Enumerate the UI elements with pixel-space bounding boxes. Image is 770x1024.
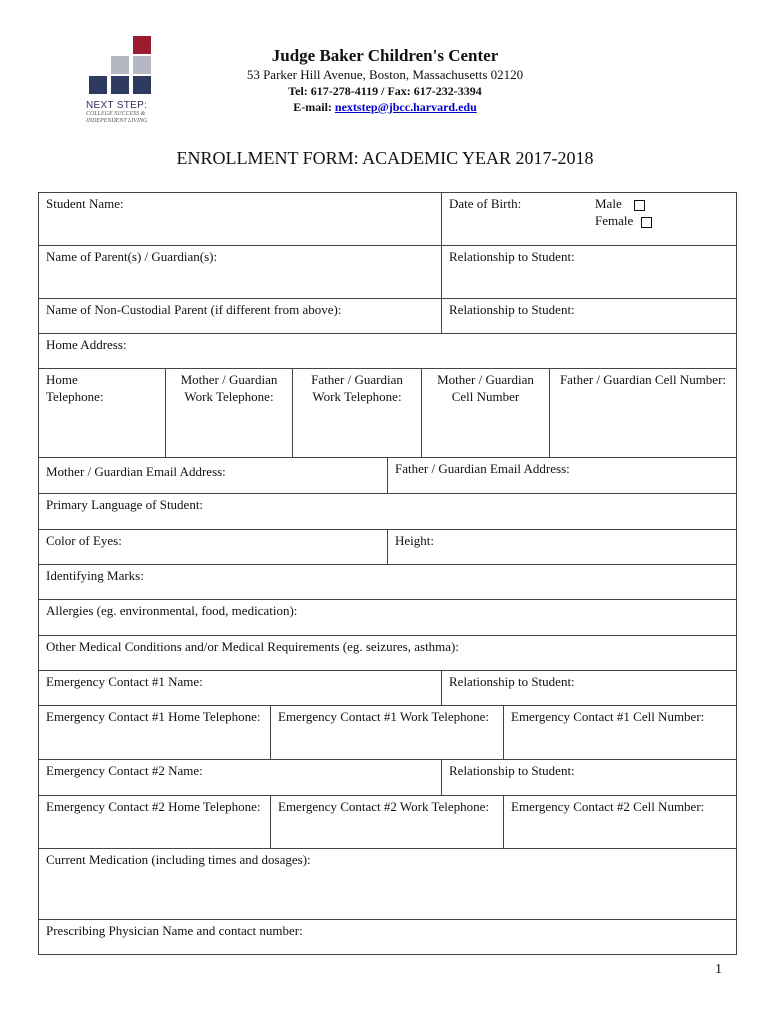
org-name: Judge Baker Children's Center [271, 46, 499, 65]
ec2-cell-label: Emergency Contact #2 Cell Number: [511, 799, 705, 814]
ec1-relationship-field[interactable] [442, 671, 736, 706]
org-phone-fax: Tel: 617-278-4119 / Fax: 617-232-3394 [288, 84, 482, 98]
parent-names-field[interactable] [39, 246, 442, 299]
ec1-work-label: Emergency Contact #1 Work Telephone: [278, 709, 490, 724]
female-label: Female [595, 213, 634, 228]
allergies-field[interactable] [39, 600, 736, 636]
mother-cell-label: Mother / Guardian Cell Number [437, 372, 534, 404]
email-label: E-mail: [293, 100, 335, 114]
ec2-home-label: Emergency Contact #2 Home Telephone: [46, 799, 261, 814]
noncustodial-parent-field[interactable] [39, 299, 442, 334]
mother-work-label: Mother / Guardian Work Telephone: [180, 372, 278, 404]
primary-language-label: Primary Language of Student: [46, 497, 204, 512]
physician-label: Prescribing Physician Name and contact number: [46, 923, 303, 938]
form-title: ENROLLMENT FORM: ACADEMIC YEAR 2017-2018 [176, 148, 594, 168]
mother-email-field[interactable] [39, 458, 388, 494]
relationship-label: Relationship to Student: [449, 674, 575, 689]
medical-conditions-field[interactable] [39, 636, 736, 671]
eye-color-label: Color of Eyes: [46, 533, 122, 548]
logo-square [111, 76, 129, 94]
home-address-field[interactable] [39, 334, 736, 369]
ec1-name-label: Emergency Contact #1 Name: [46, 674, 203, 689]
father-work-label: Father / Guardian Work Telephone: [311, 372, 403, 404]
logo-title: NEXT STEP: [86, 100, 148, 111]
father-email-field[interactable] [388, 458, 736, 494]
ec2-name-label: Emergency Contact #2 Name: [46, 763, 203, 778]
ec2-name-field[interactable] [39, 760, 442, 796]
ec2-home-phone-field[interactable] [39, 796, 271, 849]
ec2-cell-field[interactable] [504, 796, 736, 849]
ec2-work-label: Emergency Contact #2 Work Telephone: [278, 799, 490, 814]
parent-relationship-field[interactable] [442, 246, 736, 299]
relationship-label: Relationship to Student: [449, 249, 575, 264]
height-field[interactable] [388, 530, 736, 565]
enrollment-form [38, 192, 737, 955]
student-name-field[interactable] [39, 193, 442, 246]
mother-email-label: Mother / Guardian Email Address: [46, 464, 226, 479]
ec2-work-phone-field[interactable] [271, 796, 504, 849]
email-link[interactable]: nextstep@jbcc.harvard.edu [334, 100, 477, 114]
home-telephone-field[interactable] [39, 369, 166, 458]
ec1-cell-field[interactable] [504, 706, 736, 760]
parent-names-label: Name of Parent(s) / Guardian(s): [46, 249, 218, 264]
father-work-phone-field[interactable] [293, 369, 422, 458]
mother-cell-field[interactable] [422, 369, 550, 458]
letterhead [180, 46, 590, 115]
identifying-marks-field[interactable] [39, 565, 736, 600]
father-cell-field[interactable] [550, 369, 736, 458]
eye-color-field[interactable] [39, 530, 388, 565]
height-label: Height: [395, 533, 434, 548]
ec2-relationship-field[interactable] [442, 760, 736, 796]
noncustodial-label: Name of Non-Custodial Parent (if different from above): [46, 302, 342, 317]
relationship-label: Relationship to Student: [449, 302, 575, 317]
ec1-home-label: Emergency Contact #1 Home Telephone: [46, 709, 261, 724]
logo-square [133, 36, 151, 54]
logo-square [111, 56, 129, 74]
physician-field[interactable] [39, 920, 736, 954]
male-label: Male [595, 196, 622, 211]
male-checkbox[interactable] [634, 200, 645, 211]
home-address-label: Home Address: [46, 337, 127, 352]
gender-field [588, 193, 736, 246]
allergies-label: Allergies (eg. environmental, food, medication): [46, 603, 298, 618]
female-checkbox[interactable] [641, 217, 652, 228]
identifying-marks-label: Identifying Marks: [46, 568, 144, 583]
student-name-label: Student Name: [46, 196, 124, 211]
current-medication-field[interactable] [39, 849, 736, 920]
ec1-cell-label: Emergency Contact #1 Cell Number: [511, 709, 705, 724]
logo-square [89, 76, 107, 94]
primary-language-field[interactable] [39, 494, 736, 530]
ec1-work-phone-field[interactable] [271, 706, 504, 760]
current-medication-label: Current Medication (including times and dosages): [46, 852, 311, 867]
logo-square [133, 56, 151, 74]
relationship-label: Relationship to Student: [449, 763, 575, 778]
ec1-home-phone-field[interactable] [39, 706, 271, 760]
logo-square [133, 76, 151, 94]
father-cell-label: Father / Guardian Cell Number: [559, 372, 727, 387]
home-telephone-label: Home Telephone: [46, 372, 104, 404]
medical-conditions-label: Other Medical Conditions and/or Medical Requirements (eg. seizures, asthma): [46, 639, 459, 654]
noncustodial-relationship-field[interactable] [442, 299, 736, 334]
org-email-line [180, 99, 590, 115]
dob-label: Date of Birth: [449, 196, 522, 211]
father-email-label: Father / Guardian Email Address: [395, 461, 570, 476]
ec1-name-field[interactable] [39, 671, 442, 706]
logo-text [86, 100, 176, 125]
page-number: 1 [715, 962, 722, 977]
logo-subtitle: COLLEGE SUCCESS & INDEPENDENT LIVING [86, 111, 148, 124]
dob-field[interactable] [442, 193, 588, 246]
mother-work-phone-field[interactable] [166, 369, 293, 458]
org-address: 53 Parker Hill Avenue, Boston, Massachusetts 02120 [246, 67, 524, 82]
